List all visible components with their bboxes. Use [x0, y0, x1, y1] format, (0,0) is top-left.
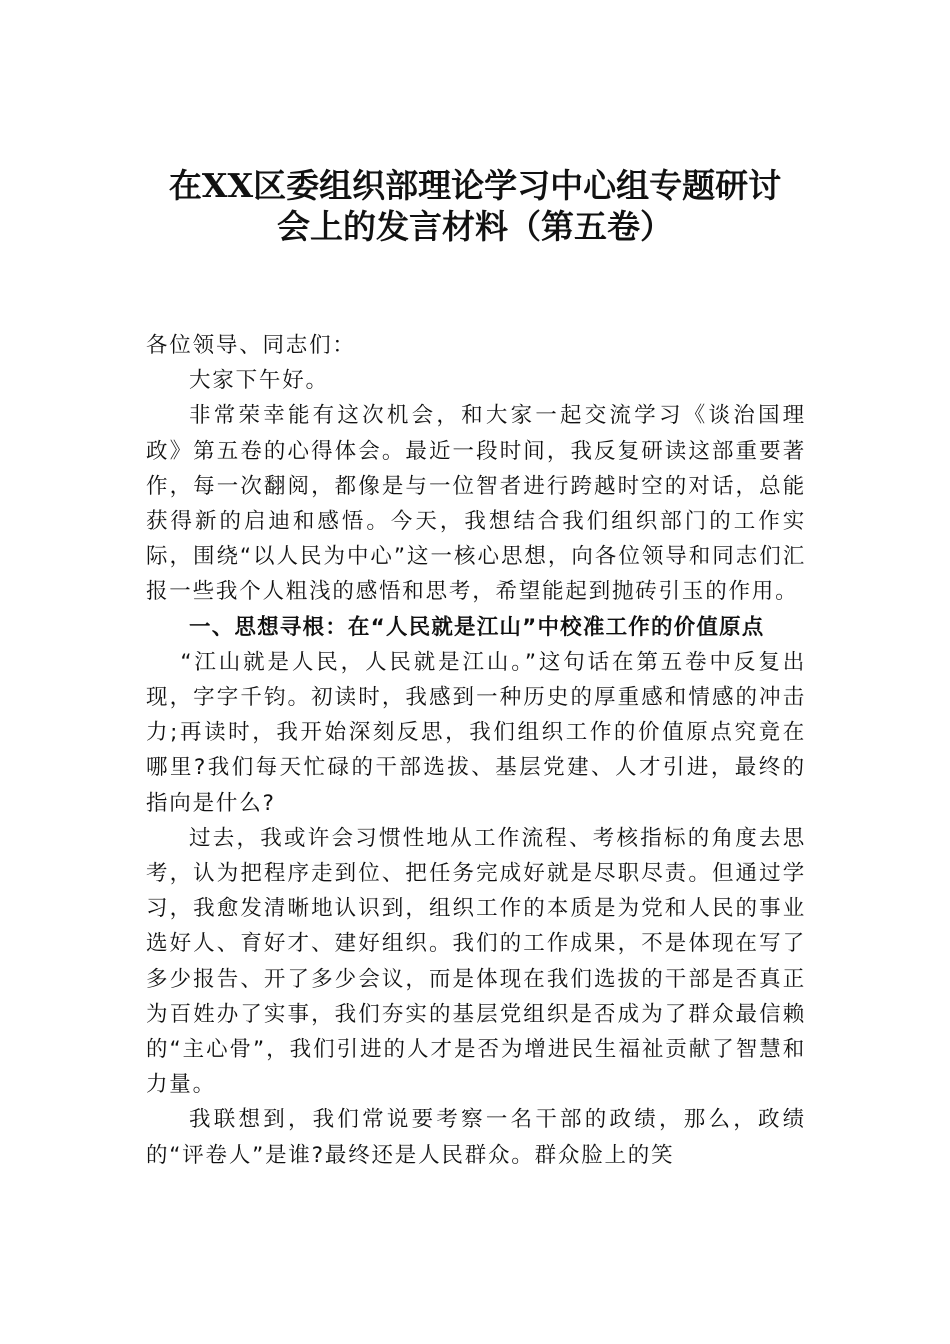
greeting: 大家下午好。: [189, 368, 329, 394]
paragraph-intro: 非常荣幸能有这次机会，和大家一起交流学习《谈治国理政》第五卷的心得体会。最近一段时间，我反复研读这部重要著作，每一次翻阅，都像是与一位智者进行跨越时空的对话，总能获得新的启迪和感悟。今天，我想结合我们组织部门的工作实际，围绕“以人民为中心”这一核心思想，向各位领导和同志们汇报一些我个人粗浅的感悟和思考，希望能起到抛砖引玉的作用。: [146, 403, 806, 605]
salutation: 各位领导、同志们：: [146, 333, 356, 358]
document-title-line-1: 在XX区委组织部理论学习中心组专题研讨: [168, 166, 782, 205]
section-heading-1: 一、思想寻根：在“人民就是江山”中校准工作的价值原点: [189, 614, 765, 640]
paragraph-quote: “江山就是人民，人民就是江山。”这句话在第五卷中反复出现，字字千钧。初读时，我感到一种历史的厚重感和情感的冲击力;再读时，我开始深刻反思，我们组织工作的价值原点究竟在哪里?我们每天忙碌的干部选拔、基层党建、人才引进，最终的指向是什么?: [146, 649, 806, 816]
document-title-line-2: 会上的发言材料（第五卷）: [277, 207, 673, 246]
paragraph-reflection: 过去，我或许会习惯性地从工作流程、考核指标的角度去思考，认为把程序走到位、把任务完成好就是尽职尽责。但通过学习，我愈发清晰地认识到，组织工作的本质是为党和人民的事业选好人、育好才、建好组织。我们的工作成果，不是体现在写了多少报告、开了多少会议，而是体现在我们选拔的干部是否真正为百姓办了实事，我们夯实的基层党组织是否成为了群众最信赖的“主心骨”，我们引进的人才是否为增进民生福祉贡献了智慧和力量。: [146, 825, 806, 1098]
document-body: [146, 328, 806, 1173]
paragraph-association: 我联想到，我们常说要考察一名干部的政绩，那么，政绩的“评卷人”是谁?最终还是人民群众。群众脸上的笑: [146, 1107, 806, 1168]
